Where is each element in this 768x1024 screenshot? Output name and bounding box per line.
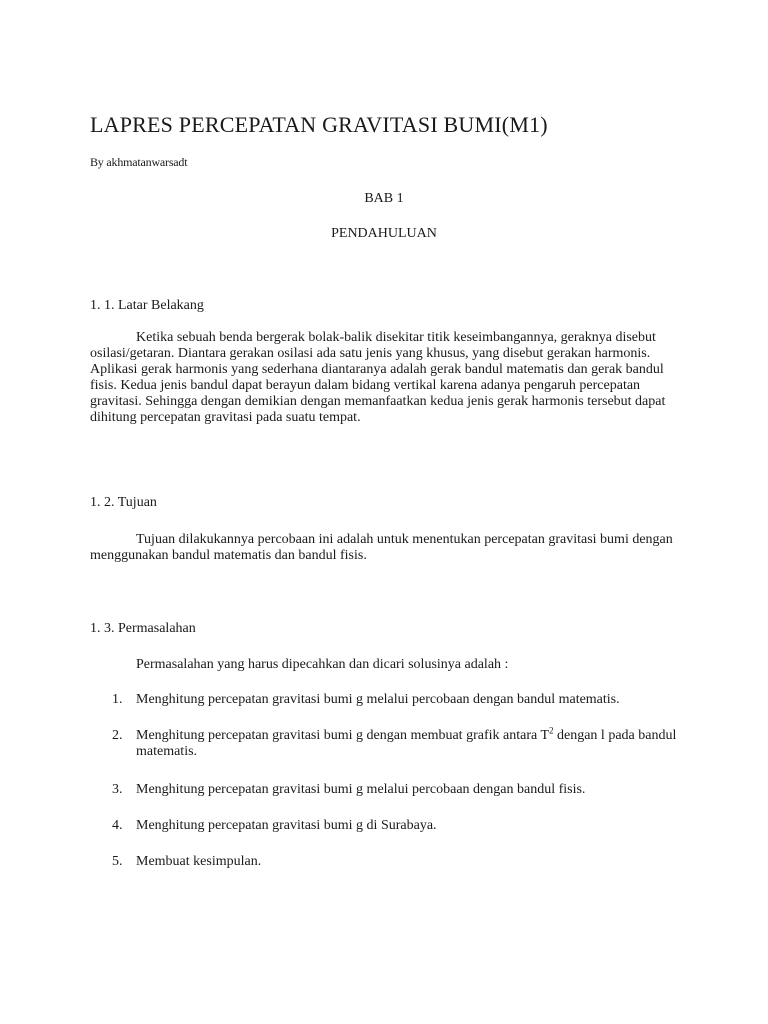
list-item-text-after: dengan l pada bandul matematis. bbox=[136, 728, 677, 759]
section-paragraph-latar-belakang bbox=[90, 330, 680, 426]
list-item-text: Menghitung percepatan gravitasi bumi g di Surabaya. bbox=[136, 818, 437, 833]
chapter-number: BAB 1 bbox=[364, 191, 404, 206]
paragraph-text: Tujuan dilakukannya percobaan ini adalah untuk menentukan percepatan gravitasi bumi dengan menggunakan bandul matematis dan bandul fisis. bbox=[90, 532, 673, 563]
superscript: 2 bbox=[549, 725, 554, 736]
section-heading-tujuan: 1. 2. Tujuan bbox=[90, 495, 157, 510]
author-byline: By akhmatanwarsadt bbox=[90, 155, 188, 169]
list-item-number: 5. bbox=[112, 854, 123, 869]
document-title: LAPRES PERCEPATAN GRAVITASI BUMI(M1) bbox=[90, 112, 548, 137]
chapter-title: PENDAHULUAN bbox=[331, 226, 437, 241]
list-item-number: 1. bbox=[112, 692, 123, 707]
section-paragraph-tujuan bbox=[90, 532, 680, 564]
paragraph-text: Ketika sebuah benda bergerak bolak-balik disekitar titik keseimbangannya, geraknya disebut osilasi/getaran. Diantara gerakan osilasi ada satu jenis yang khusus, yang disebut gerakan harmonis. Aplikasi gerak harmonis yang sederhana diantaranya adalah gerak bandul matematis dan gerak bandul fisis. Kedua jenis bandul dapat berayun dalam bidang vertikal karena adanya pengaruh percepatan gravitasi. Sehingga dengan demikian dengan memanfaatkan kedua jenis gerak harmonis tersebut dapat dihitung percepatan gravitasi pada suatu tempat. bbox=[90, 330, 666, 425]
list-item-number: 2. bbox=[112, 728, 123, 743]
list-item-text-before: Menghitung percepatan gravitasi bumi g dengan membuat grafik antara T bbox=[136, 728, 549, 743]
list-item-text bbox=[136, 725, 686, 760]
section-heading-latar-belakang: 1. 1. Latar Belakang bbox=[90, 298, 204, 313]
section-heading-permasalahan: 1. 3. Permasalahan bbox=[90, 621, 196, 636]
list-item-text: Menghitung percepatan gravitasi bumi g melalui percobaan dengan bandul matematis. bbox=[136, 692, 620, 707]
section-paragraph-permasalahan bbox=[90, 657, 680, 673]
list-item-text: Membuat kesimpulan. bbox=[136, 854, 262, 869]
paragraph-text: Permasalahan yang harus dipecahkan dan dicari solusinya adalah : bbox=[136, 657, 509, 672]
list-item-number: 4. bbox=[112, 818, 123, 833]
list-item-text: Menghitung percepatan gravitasi bumi g melalui percobaan dengan bandul fisis. bbox=[136, 782, 586, 797]
list-item-number: 3. bbox=[112, 782, 123, 797]
